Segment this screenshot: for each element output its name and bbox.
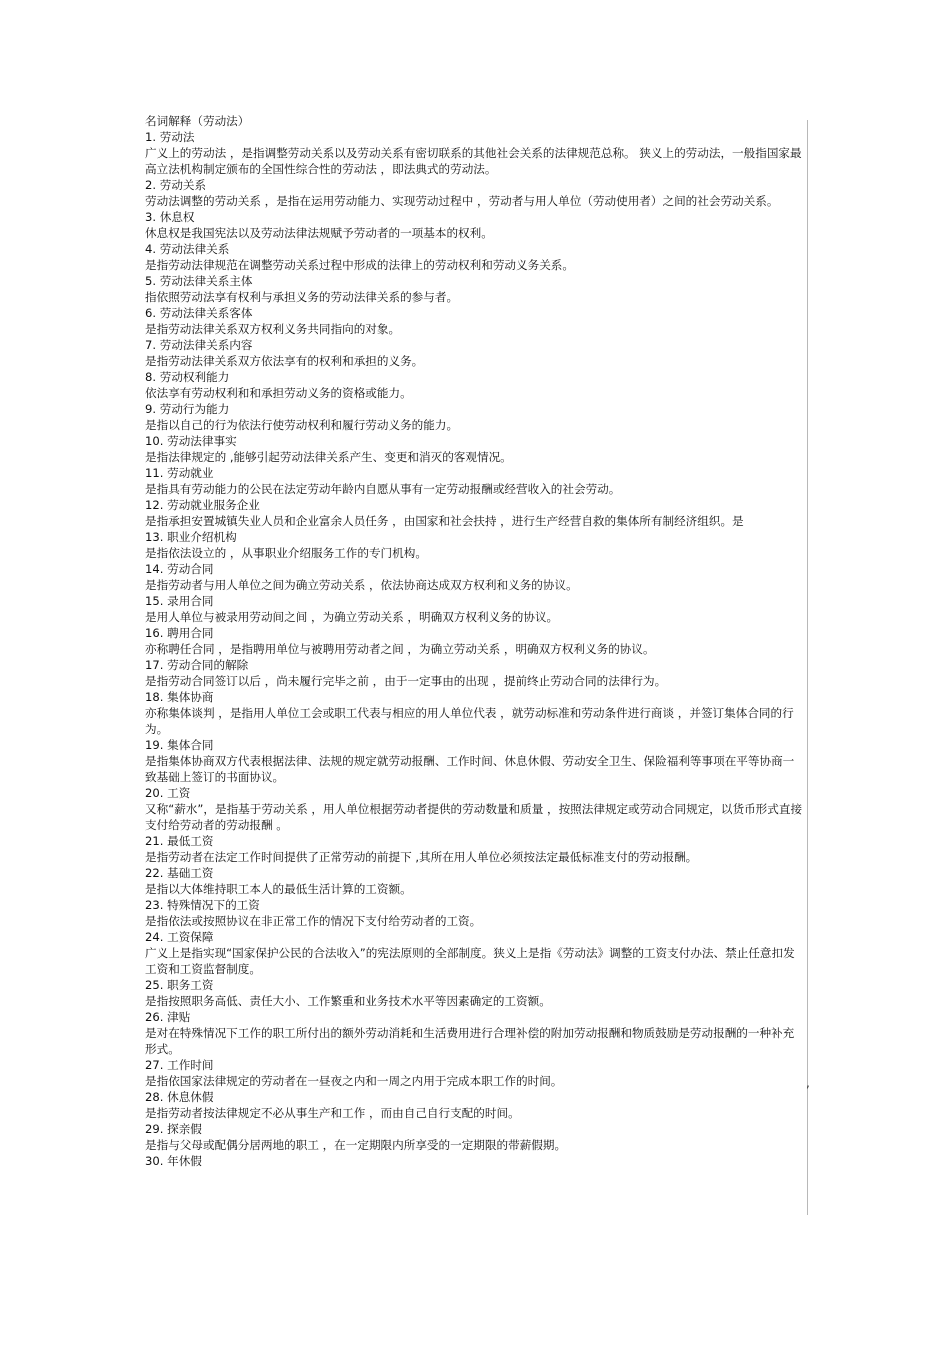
entry-definition-12: 是指承担安置城镇失业人员和企业富余人员任务 ，由国家和社会扶持 ，进行生产经营自救的集体所有制经济组织。是	[145, 514, 744, 528]
entry-definition-13: 是指依法设立的 ，从事职业介绍服务工作的专门机构。	[145, 546, 427, 560]
entry-term-13: 13. 职业介绍机构	[145, 530, 237, 544]
entry-term-17: 17. 劳动合同的解除	[145, 658, 249, 672]
entry-definition-16: 亦称聘任合同 ，是指聘用单位与被聘用劳动者之间 ，为确立劳动关系 ，明确双方权利义务的协议。	[145, 642, 655, 656]
entry-definition-23: 是指依法或按照协议在非正常工作的情况下支付给劳动者的工资。	[145, 914, 482, 928]
entry-definition-6: 是指劳动法律关系双方权利义务共同指向的对象。	[145, 322, 401, 336]
entry-definition-8: 依法享有劳动权利和和承担劳动义务的资格或能力。	[145, 386, 412, 400]
entry-term-28: 28. 休息休假	[145, 1090, 214, 1104]
entry-term-23: 23. 特殊情况下的工资	[145, 898, 260, 912]
entry-definition-27: 是指依国家法律规定的劳动者在一昼夜之内和一周之内用于完成本职工作的时间。	[145, 1074, 563, 1088]
entry-term-21: 21. 最低工资	[145, 834, 214, 848]
entry-definition-14: 是指劳动者与用人单位之间为确立劳动关系 ，依法协商达成双方权利和义务的协议。	[145, 578, 578, 592]
entry-term-10: 10. 劳动法律事实	[145, 434, 237, 448]
entry-definition-11: 是指具有劳动能力的公民在法定劳动年龄内自愿从事有一定劳动报酬或经营收入的社会劳动。	[145, 482, 621, 496]
document-body	[145, 113, 805, 1169]
entry-term-25: 25. 职务工资	[145, 978, 214, 992]
entry-definition-29: 是指与父母或配偶分居两地的职工 ，在一定期限内所享受的一定期限的带薪假期。	[145, 1138, 567, 1152]
entry-term-8: 8. 劳动权利能力	[145, 370, 230, 384]
entry-term-26: 26. 津贴	[145, 1010, 191, 1024]
document-title: 名词解释（劳动法）	[145, 114, 250, 128]
entry-definition-28: 是指劳动者按法律规定不必从事生产和工作 ，而由自己自行支配的时间。	[145, 1106, 520, 1120]
entry-term-24: 24. 工资保障	[145, 930, 214, 944]
entry-term-16: 16. 聘用合同	[145, 626, 214, 640]
entry-definition-3: 休息权是我国宪法以及劳动法律法规赋予劳动者的一项基本的权利。	[145, 226, 493, 240]
entry-definition-9: 是指以自己的行为依法行使劳动权利和履行劳动义务的能力。	[145, 418, 459, 432]
entry-definition-7: 是指劳动法律关系双方依法享有的权利和承担的义务。	[145, 354, 424, 368]
entry-definition-25: 是指按照职务高低、责任大小、工作繁重和业务技术水平等因素确定的工资额。	[145, 994, 551, 1008]
entry-definition-24: 广义上是指实现“国家保护公民的合法收入”的宪法原则的全部制度。狭义上是指《劳动法》调整的工资支付办法、禁止任意扣发工资和工资监督制度。	[145, 946, 795, 976]
entry-definition-10: 是指法律规定的 ,能够引起劳动法律关系产生、变更和消灭的客观情况。	[145, 450, 512, 464]
entry-term-9: 9. 劳动行为能力	[145, 402, 230, 416]
entry-term-5: 5. 劳动法律关系主体	[145, 274, 253, 288]
entry-term-2: 2. 劳动关系	[145, 178, 207, 192]
entry-term-7: 7. 劳动法律关系内容	[145, 338, 253, 352]
entry-definition-17: 是指劳动合同签订以后 ，尚未履行完毕之前 ，由于一定事由的出现 ，提前终止劳动合同的法律行为。	[145, 674, 667, 688]
entry-definition-21: 是指劳动者在法定工作时间提供了正常劳动的前提下 ,其所在用人单位必须按法定最低标准支付的劳动报酬。	[145, 850, 698, 864]
entry-term-1: 1. 劳动法	[145, 130, 195, 144]
entry-term-4: 4. 劳动法律关系	[145, 242, 230, 256]
entry-definition-26: 是对在特殊情况下工作的职工所付出的额外劳动消耗和生活费用进行合理补偿的附加劳动报酬和物质鼓励是劳动报酬的一种补充形式。	[145, 1026, 795, 1056]
entry-term-18: 18. 集体协商	[145, 690, 214, 704]
entry-definition-4: 是指劳动法律规范在调整劳动关系过程中形成的法律上的劳动权利和劳动义务关系。	[145, 258, 574, 272]
entry-definition-20: 又称“薪水”，是指基于劳动关系 ，用人单位根据劳动者提供的劳动数量和质量 ，按照法律规定或劳动合同规定，以货币形式直接支付给劳动者的劳动报酬 。	[145, 802, 803, 832]
entry-term-20: 20. 工资	[145, 786, 191, 800]
entry-term-11: 11. 劳动就业	[145, 466, 214, 480]
entry-definition-22: 是指以大体维持职工本人的最低生活计算的工资额。	[145, 882, 412, 896]
entry-term-30: 30. 年休假	[145, 1154, 202, 1168]
entry-definition-19: 是指集体协商双方代表根据法律、法规的规定就劳动报酬、工作时间、休息休假、劳动安全卫生、保险福利等事项在平等协商一致基础上签订的书面协议。	[145, 754, 795, 784]
entry-term-15: 15. 录用合同	[145, 594, 214, 608]
entry-term-3: 3. 休息权	[145, 210, 195, 224]
stray-mark: ,	[806, 1076, 810, 1090]
entry-definition-15: 是用人单位与被录用劳动间之间 ，为确立劳动关系 ，明确双方权利义务的协议。	[145, 610, 559, 624]
entry-term-19: 19. 集体合同	[145, 738, 214, 752]
entry-definition-5: 指依照劳动法享有权利与承担义务的劳动法律关系的参与者。	[145, 290, 459, 304]
entry-term-14: 14. 劳动合同	[145, 562, 214, 576]
entry-term-22: 22. 基础工资	[145, 866, 214, 880]
entry-definition-18: 亦称集体谈判 ，是指用人单位工会或职工代表与相应的用人单位代表 ，就劳动标准和劳动条件进行商谈 ，并签订集体合同的行为。	[145, 706, 794, 736]
margin-rule	[807, 120, 808, 1215]
entry-definition-2: 劳动法调整的劳动关系 ，是指在运用劳动能力、实现劳动过程中 ，劳动者与用人单位（劳动使用者）之间的社会劳动关系。	[145, 194, 779, 208]
entry-term-27: 27. 工作时间	[145, 1058, 214, 1072]
entry-term-6: 6. 劳动法律关系客体	[145, 306, 253, 320]
entry-term-29: 29. 探亲假	[145, 1122, 202, 1136]
entry-term-12: 12. 劳动就业服务企业	[145, 498, 260, 512]
entry-definition-1: 广义上的劳动法 ，是指调整劳动关系以及劳动关系有密切联系的其他社会关系的法律规范总称。 狭义上的劳动法，一般指国家最高立法机构制定颁布的全国性综合性的劳动法 ，即法典式的劳动法。	[145, 146, 802, 176]
